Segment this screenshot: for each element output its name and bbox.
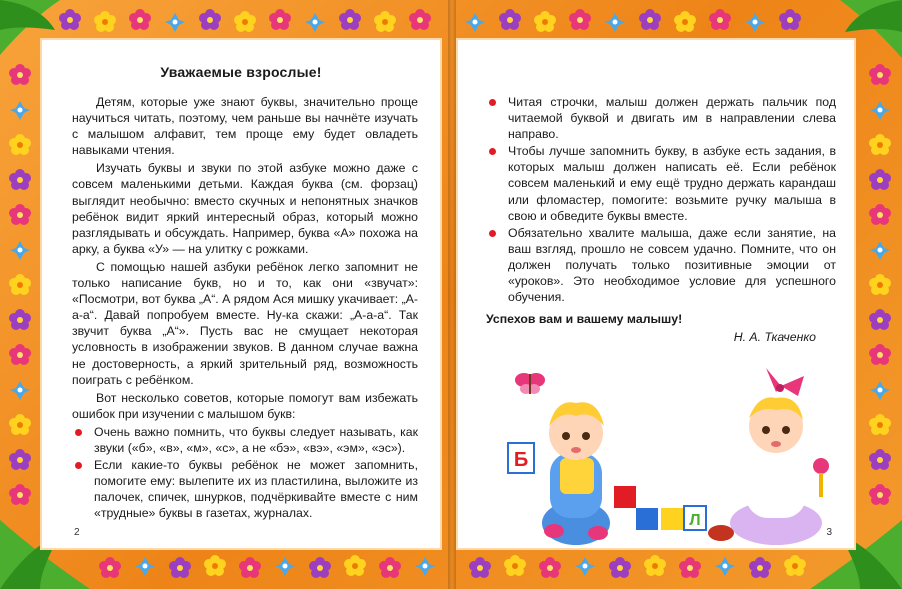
- tips-list: [486, 94, 836, 305]
- list-item: Читая строчки, малыш должен держать пальчик под читаемой буквой и двигать им в направлении слева направо.: [486, 94, 836, 142]
- svg-text:Б: Б: [513, 449, 529, 471]
- page-number: 3: [826, 527, 832, 538]
- girl-figure: [708, 368, 822, 545]
- paragraph: Детям, которые уже знают буквы, значительно проще научиться читать, поэтому, чем раньше вы начнёте изучать с малышом алфавит, тем проще ему будет овладеть навыками чтения.: [72, 95, 418, 158]
- page-number: 2: [74, 527, 80, 538]
- bullet-icon: [489, 148, 496, 155]
- list-item: Чтобы лучше запомнить букву, в азбуке есть задания, в которых малыш должен написать её. Если ребёнок совсем маленький и ему ещё трудно держать карандаш или фломастер, помогите: возьмите ручку малыша в свою и обведите буквы вместе.: [486, 143, 836, 223]
- list-item: Очень важно помнить, что буквы следует называть, как звуки («б», «в», «м», «с», а не «бэ», «вэ», «эм», «эс»).: [72, 424, 418, 456]
- author-signature: Н. А. Ткаченко: [733, 330, 816, 345]
- right-text-column: [486, 94, 836, 347]
- list-item: Обязательно хвалите малыша, даже если занятие, на ваш взгляд, прошло не совсем удачно. Помните, что он должен получать только позитивные эмоции от «уроков». Это необходимое условие для успешного обучения.: [486, 225, 836, 305]
- left-text-column: [72, 94, 418, 522]
- butterfly-icon: [515, 373, 545, 394]
- rattle-icon: [813, 458, 829, 497]
- bullet-icon: [75, 462, 82, 469]
- bullet-icon: [75, 429, 82, 436]
- paragraph: Изучать буквы и звуки по этой азбуке можно даже с совсем маленькими детьми. Каждая буква (см. форзац) выглядит необычно: вместо скучных и непонятных значков ребёнок видит яркий интересный образ, который можно разглядывать и обсуждать. Например, буква «А» похожа на арку, а буква «У» — на улитку с рожками.: [72, 161, 418, 256]
- left-page: [40, 38, 442, 550]
- children-illustration: [476, 358, 836, 548]
- book-gutter: [448, 0, 456, 589]
- paragraph: Вот несколько советов, которые помогут вам избежать ошибок при изучении с малышом букв:: [72, 390, 418, 421]
- svg-text:Л: Л: [689, 512, 701, 529]
- bullet-icon: [489, 230, 496, 237]
- letter-card-b: [508, 443, 534, 473]
- right-page: [456, 38, 856, 550]
- toy-blocks: [614, 486, 706, 530]
- tips-list: [72, 424, 418, 522]
- page-title: Уважаемые взрослые!: [160, 64, 322, 80]
- closing-line: Успехов вам и вашему малышу!: [486, 312, 683, 327]
- bullet-icon: [489, 99, 496, 106]
- boy-figure: [542, 402, 610, 545]
- paragraph: С помощью нашей азбуки ребёнок легко запомнит не только написание букв, но и то, как они «звучат»: «Посмотри, вот буква „А“. А рядом Ася мишку укачивает: „А-а-а“. Давай попробуем вместе. Ну-ка скажи: „А-а-а“. Так звучит буква „А“». Пусть вас не смущает некоторая условность в изображении звуков. В данном случае важна не достоверность, а яркий зрительный ряд, возможность поиграть с ребёнком.: [72, 259, 418, 387]
- list-item: Если какие-то буквы ребёнок не может запомнить, помогите ему: вылепите их из пластилина, выложите из палочек, спичек, шнурков, подчёркивайте вместе с ним «трудные» буквы в газетах, журналах.: [72, 457, 418, 521]
